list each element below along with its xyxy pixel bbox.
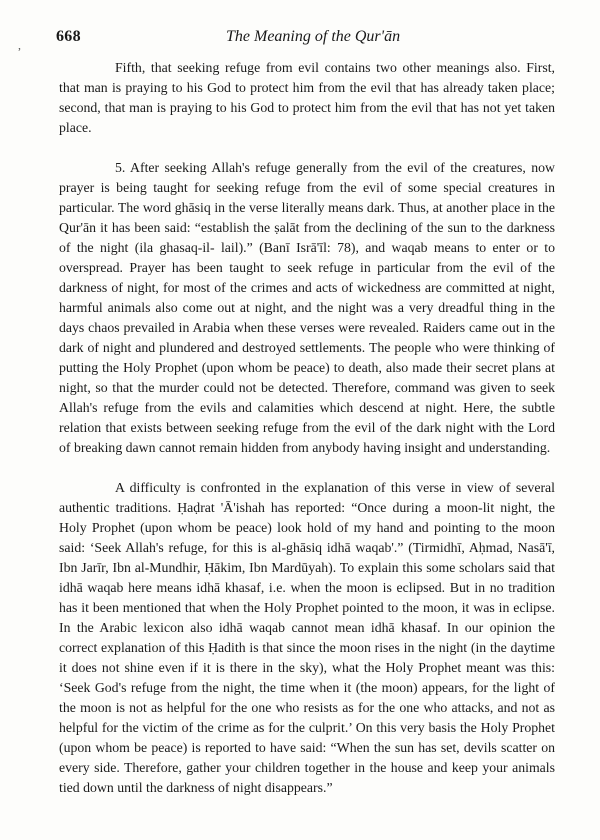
- paragraph-fifth-point: Fifth, that seeking refuge from evil contains two other meanings also. First, that man is praying to his God to protect him from the evil that has already taken place; second, that man is praying to his God to protect him from the evil that has not yet taken place.: [59, 60, 555, 135]
- page-number: 668: [56, 28, 81, 45]
- paragraph-difficulty: A difficulty is confronted in the explanation of this verse in view of several authentic traditions. Ḥaḍrat 'Ā'ishah has reported: “Once during a moon-lit night, the Holy Prophet (upon whom be peace) look hold of my hand and pointing to the moon said: ‘Seek Allah's refuge, for this is al-ghāsiq idhā waqab'.” (Tirmidhī, Aḥmad, Nasā'ī, Ibn Jarīr, Ibn al-Mundhir, Ḥākim, Ibn Mardūyah). To explain this some scholars said that idhā waqab here means idhā khasaf, i.e. when the moon is eclipsed. But in no tradition has it been mentioned that when the Holy Prophet pointed to the moon, it was in eclipse. In the Arabic lexicon also idhā waqab cannot mean idhā khasaf. In our opinion the correct explanation of this Ḥadith is that since the moon rises in the night (in the daytime it does not shine even if it is there in the sky), what the Holy Prophet meant was this: ‘Seek God's refuge from the night, the time when it (the moon) appears, for the light of the moon is not as helpful for the one who resists as for the one who attacks, and not as helpful for the victim of the crime as for the culprit.’ On this very basis the Holy Prophet (upon whom be peace) is reported to have said: “When the sun has set, devils scatter on every side. Therefore, gather your children together in the house and keep your animals tied down until the darkness of night disappears.”: [59, 480, 555, 795]
- running-title: The Meaning of the Qur'ān: [226, 28, 401, 45]
- page-body: [59, 58, 555, 798]
- page-header: [56, 28, 540, 50]
- margin-mark: ,: [18, 38, 21, 52]
- paragraph-verse-five: 5. After seeking Allah's refuge generally from the evil of the creatures, now prayer is being taught for seeking refuge from the evil of some special creatures in particular. The word ghāsiq in the verse literally means dark. Thus, at another place in the Qur'ān it has been said: “establish the ṣalāt from the declining of the sun to the darkness of the night (ila ghasaq-il- lail).” (Banī Isrā'īl: 78), and waqab means to enter or to overspread. Prayer has been taught to seek refuge in particular from the evil of the darkness of night, for most of the crimes and acts of wickedness are committed at night, harmful animals also come out at night, and the night was a very dreadful thing in the days chaos prevailed in Arabia when these verses were revealed. Raiders came out in the dark of night and plundered and destroyed settlements. The people who were thinking of putting the Holy Prophet (upon whom be peace) to death, also made their secret plans at night, so that the murder could not be detected. Therefore, command was given to seek Allah's refuge from the evils and calamities which descend at night. Here, the subtle relation that exists between seeking refuge from the evil of the dark night with the Lord of breaking dawn cannot remain hidden from anybody having insight and understanding.: [59, 160, 555, 455]
